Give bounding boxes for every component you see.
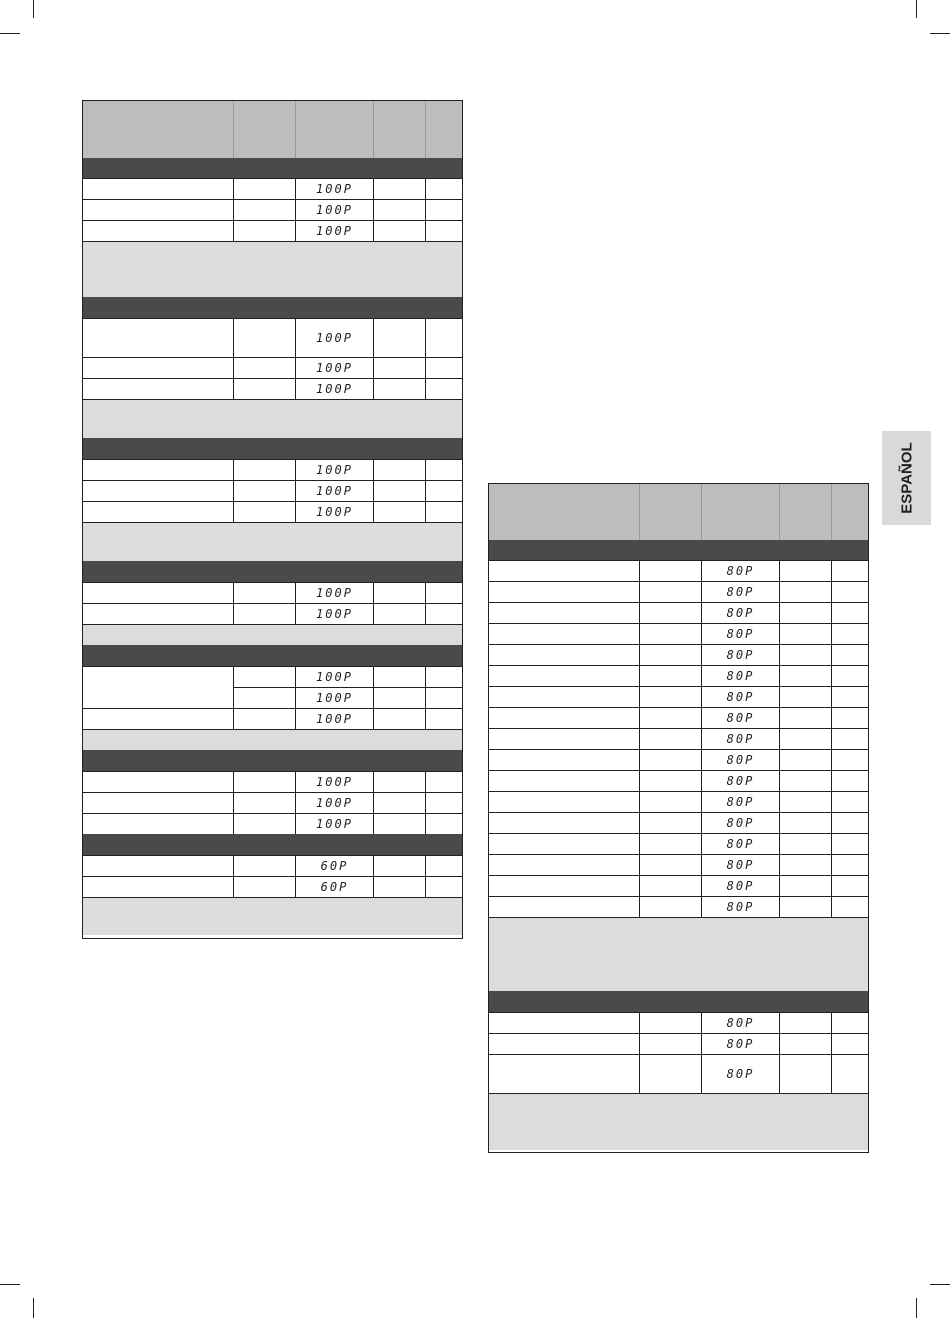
table-cell bbox=[489, 645, 639, 665]
table-cell bbox=[83, 101, 233, 158]
table-row-data bbox=[489, 728, 868, 749]
table-cell bbox=[489, 687, 639, 707]
table-cell bbox=[779, 876, 831, 896]
table-cell bbox=[373, 221, 425, 241]
table-cell bbox=[779, 561, 831, 581]
table-row-data bbox=[83, 480, 462, 501]
table-row-data bbox=[83, 318, 462, 357]
program-display-value: 80P bbox=[701, 645, 779, 665]
table-cell bbox=[639, 484, 701, 540]
program-display-value: 80P bbox=[701, 792, 779, 812]
table-row-data bbox=[489, 812, 868, 833]
table-cell bbox=[233, 856, 295, 876]
table-cell bbox=[425, 460, 461, 480]
table-cell bbox=[831, 708, 867, 728]
table-cell bbox=[489, 897, 639, 917]
table-cell bbox=[83, 793, 233, 813]
table-cell bbox=[831, 897, 867, 917]
table-row-data bbox=[83, 813, 462, 834]
program-display-value: 80P bbox=[701, 687, 779, 707]
table-cell bbox=[425, 604, 461, 624]
table-cell bbox=[639, 582, 701, 602]
table-cell bbox=[831, 834, 867, 854]
table-cell bbox=[639, 1055, 701, 1093]
table-cell bbox=[83, 179, 233, 199]
table-cell bbox=[425, 877, 461, 897]
table-row-data bbox=[83, 378, 462, 399]
program-display-value: 100P bbox=[295, 709, 373, 729]
table-cell bbox=[639, 750, 701, 770]
table-row-section bbox=[489, 540, 868, 560]
table-cell bbox=[639, 792, 701, 812]
program-display-value: 80P bbox=[701, 708, 779, 728]
table-row-note bbox=[83, 729, 462, 750]
table-cell bbox=[83, 877, 233, 897]
table-cell bbox=[83, 319, 233, 357]
table-cell bbox=[425, 319, 461, 357]
table-cell bbox=[779, 687, 831, 707]
table-cell bbox=[83, 358, 233, 378]
program-display-value: 100P bbox=[295, 460, 373, 480]
program-display-value: 100P bbox=[295, 793, 373, 813]
program-display-value: 100P bbox=[295, 358, 373, 378]
program-display-value: 80P bbox=[701, 603, 779, 623]
table-row-data bbox=[83, 220, 462, 241]
table-cell bbox=[83, 856, 233, 876]
table-row-data bbox=[489, 560, 868, 581]
table-row-header bbox=[83, 101, 462, 158]
table-cell bbox=[831, 561, 867, 581]
program-display-value: 80P bbox=[701, 582, 779, 602]
program-display-value: 80P bbox=[701, 897, 779, 917]
crop-mark bbox=[916, 0, 917, 18]
table-cell bbox=[831, 603, 867, 623]
table-cell bbox=[373, 481, 425, 501]
program-display-value: 100P bbox=[295, 502, 373, 522]
table-cell bbox=[373, 101, 425, 158]
table-row-note bbox=[83, 522, 462, 561]
table-cell bbox=[831, 645, 867, 665]
table-cell bbox=[779, 645, 831, 665]
table-cell bbox=[373, 502, 425, 522]
table-row-data bbox=[83, 199, 462, 220]
table-row-data bbox=[83, 792, 462, 813]
program-display-value: 60P bbox=[295, 877, 373, 897]
table-cell bbox=[639, 666, 701, 686]
table-cell bbox=[83, 772, 233, 792]
table-cell bbox=[295, 101, 373, 158]
program-table-right bbox=[488, 483, 869, 1153]
table-row-header bbox=[489, 484, 868, 540]
table-cell bbox=[233, 460, 295, 480]
table-cell bbox=[639, 813, 701, 833]
table-cell bbox=[373, 583, 425, 603]
table-cell bbox=[831, 729, 867, 749]
crop-mark bbox=[930, 1284, 950, 1285]
table-cell bbox=[831, 792, 867, 812]
table-cell bbox=[831, 582, 867, 602]
table-cell bbox=[831, 484, 867, 540]
table-cell bbox=[639, 855, 701, 875]
table-cell bbox=[779, 582, 831, 602]
program-display-value: 80P bbox=[701, 729, 779, 749]
table-row-section bbox=[83, 297, 462, 318]
table-cell bbox=[425, 179, 461, 199]
table-cell bbox=[425, 200, 461, 220]
program-display-value: 80P bbox=[701, 771, 779, 791]
program-display-value: 100P bbox=[295, 688, 373, 708]
table-cell bbox=[233, 221, 295, 241]
table-cell bbox=[425, 221, 461, 241]
table-cell bbox=[779, 771, 831, 791]
table-cell bbox=[373, 856, 425, 876]
table-cell bbox=[83, 814, 233, 834]
table-cell bbox=[233, 772, 295, 792]
program-display-value: 80P bbox=[701, 561, 779, 581]
table-cell bbox=[831, 1055, 867, 1093]
table-cell bbox=[373, 877, 425, 897]
program-display-value: 80P bbox=[701, 855, 779, 875]
table-cell bbox=[489, 1013, 639, 1033]
table-cell bbox=[779, 484, 831, 540]
table-row-data bbox=[489, 1012, 868, 1033]
table-cell bbox=[233, 379, 295, 399]
table-cell bbox=[639, 561, 701, 581]
table-cell bbox=[425, 772, 461, 792]
program-display-value: 80P bbox=[701, 1013, 779, 1033]
table-cell bbox=[831, 855, 867, 875]
table-cell bbox=[373, 319, 425, 357]
table-row-section bbox=[83, 750, 462, 771]
table-cell bbox=[779, 708, 831, 728]
table-cell bbox=[779, 624, 831, 644]
table-cell bbox=[489, 834, 639, 854]
crop-mark bbox=[930, 33, 950, 34]
table-cell bbox=[779, 1034, 831, 1054]
table-cell bbox=[233, 793, 295, 813]
table-row-section bbox=[83, 158, 462, 178]
table-cell bbox=[233, 502, 295, 522]
table-cell bbox=[639, 708, 701, 728]
table-cell bbox=[489, 561, 639, 581]
table-cell bbox=[373, 358, 425, 378]
program-display-value: 80P bbox=[701, 876, 779, 896]
table-cell bbox=[831, 687, 867, 707]
program-display-value: 60P bbox=[295, 856, 373, 876]
table-cell bbox=[373, 179, 425, 199]
table-cell bbox=[779, 603, 831, 623]
crop-mark bbox=[33, 0, 34, 18]
table-cell bbox=[425, 502, 461, 522]
table-cell bbox=[489, 792, 639, 812]
table-cell bbox=[425, 814, 461, 834]
table-row-data bbox=[83, 603, 462, 624]
table-cell bbox=[425, 709, 461, 729]
crop-mark bbox=[33, 1298, 34, 1318]
table-cell bbox=[83, 200, 233, 220]
table-cell bbox=[83, 460, 233, 480]
table-row-note bbox=[83, 399, 462, 438]
program-display-value: 100P bbox=[295, 319, 373, 357]
table-cell bbox=[425, 688, 461, 708]
program-display-value: 80P bbox=[701, 624, 779, 644]
table-cell bbox=[489, 603, 639, 623]
table-cell bbox=[83, 481, 233, 501]
program-display-value: 100P bbox=[295, 379, 373, 399]
program-display-value: 100P bbox=[295, 481, 373, 501]
table-cell bbox=[425, 101, 461, 158]
table-cell bbox=[639, 729, 701, 749]
table-cell bbox=[831, 750, 867, 770]
table-row-note bbox=[83, 241, 462, 297]
table-cell bbox=[83, 688, 233, 708]
table-row-data bbox=[83, 501, 462, 522]
table-cell bbox=[233, 667, 295, 687]
table-cell bbox=[639, 645, 701, 665]
table-row-data bbox=[489, 770, 868, 791]
table-cell bbox=[831, 1013, 867, 1033]
table-row-note bbox=[489, 917, 868, 991]
table-row-section bbox=[489, 991, 868, 1012]
table-cell bbox=[233, 709, 295, 729]
table-cell bbox=[233, 604, 295, 624]
table-cell bbox=[639, 876, 701, 896]
table-row-data bbox=[83, 708, 462, 729]
table-cell bbox=[373, 709, 425, 729]
program-display-value: 100P bbox=[295, 200, 373, 220]
table-row-data bbox=[489, 581, 868, 602]
program-display-value: 100P bbox=[295, 604, 373, 624]
table-row-data bbox=[83, 855, 462, 876]
table-row-note bbox=[83, 624, 462, 645]
table-cell bbox=[373, 379, 425, 399]
table-cell bbox=[233, 200, 295, 220]
table-cell bbox=[831, 624, 867, 644]
program-display-value: 80P bbox=[701, 834, 779, 854]
table-row-section bbox=[83, 438, 462, 459]
table-row-data bbox=[83, 666, 462, 687]
table-row-data bbox=[83, 876, 462, 897]
table-cell bbox=[639, 834, 701, 854]
table-row-data bbox=[83, 582, 462, 603]
program-display-value: 100P bbox=[295, 179, 373, 199]
table-cell bbox=[489, 876, 639, 896]
table-row-data bbox=[489, 1054, 868, 1093]
table-row-data bbox=[489, 749, 868, 770]
table-cell bbox=[83, 583, 233, 603]
table-cell bbox=[233, 481, 295, 501]
table-row-data bbox=[489, 602, 868, 623]
table-row-data bbox=[489, 686, 868, 707]
table-cell bbox=[83, 221, 233, 241]
table-cell bbox=[779, 1013, 831, 1033]
program-display-value: 80P bbox=[701, 666, 779, 686]
table-cell bbox=[425, 667, 461, 687]
program-display-value: 100P bbox=[295, 583, 373, 603]
table-row-section bbox=[83, 561, 462, 582]
table-cell bbox=[779, 666, 831, 686]
table-cell bbox=[373, 604, 425, 624]
table-cell bbox=[83, 709, 233, 729]
table-row-section bbox=[83, 645, 462, 666]
table-row-data bbox=[489, 665, 868, 686]
table-cell bbox=[83, 502, 233, 522]
crop-mark bbox=[916, 1298, 917, 1318]
table-cell bbox=[489, 666, 639, 686]
table-cell bbox=[233, 101, 295, 158]
table-cell bbox=[233, 814, 295, 834]
table-cell bbox=[425, 793, 461, 813]
table-cell bbox=[489, 750, 639, 770]
program-display-value: 100P bbox=[295, 667, 373, 687]
table-row-section bbox=[83, 834, 462, 855]
table-cell bbox=[489, 1055, 639, 1093]
table-cell bbox=[831, 876, 867, 896]
table-cell bbox=[779, 855, 831, 875]
program-display-value: 100P bbox=[295, 814, 373, 834]
table-row-data bbox=[83, 771, 462, 792]
table-cell bbox=[373, 460, 425, 480]
language-tab-label: ESPAÑOL bbox=[898, 442, 915, 514]
table-cell bbox=[639, 1013, 701, 1033]
table-cell bbox=[233, 688, 295, 708]
table-cell bbox=[489, 729, 639, 749]
table-cell bbox=[779, 1055, 831, 1093]
table-cell bbox=[489, 855, 639, 875]
program-display-value: 80P bbox=[701, 813, 779, 833]
table-cell bbox=[83, 604, 233, 624]
table-row-note bbox=[489, 1093, 868, 1150]
table-cell bbox=[779, 897, 831, 917]
table-cell bbox=[233, 358, 295, 378]
table-cell bbox=[83, 379, 233, 399]
table-cell bbox=[831, 666, 867, 686]
table-cell bbox=[233, 179, 295, 199]
table-row-data bbox=[83, 687, 462, 708]
table-cell bbox=[779, 792, 831, 812]
table-cell bbox=[779, 834, 831, 854]
crop-mark bbox=[0, 33, 20, 34]
table-row-data bbox=[489, 875, 868, 896]
table-cell bbox=[489, 582, 639, 602]
table-cell bbox=[489, 771, 639, 791]
table-cell bbox=[373, 688, 425, 708]
table-cell bbox=[233, 583, 295, 603]
table-cell bbox=[425, 358, 461, 378]
table-cell bbox=[83, 667, 233, 687]
program-display-value: 100P bbox=[295, 221, 373, 241]
table-cell bbox=[701, 484, 779, 540]
table-row-data bbox=[489, 854, 868, 875]
table-cell bbox=[489, 1034, 639, 1054]
table-cell bbox=[489, 624, 639, 644]
table-cell bbox=[373, 793, 425, 813]
table-cell bbox=[639, 687, 701, 707]
table-row-data bbox=[489, 1033, 868, 1054]
table-cell bbox=[425, 583, 461, 603]
table-cell bbox=[373, 814, 425, 834]
table-cell bbox=[425, 379, 461, 399]
table-cell bbox=[639, 897, 701, 917]
table-cell bbox=[831, 1034, 867, 1054]
table-cell bbox=[425, 481, 461, 501]
table-row-note bbox=[83, 897, 462, 935]
program-display-value: 80P bbox=[701, 1055, 779, 1093]
table-cell bbox=[489, 708, 639, 728]
table-cell bbox=[425, 856, 461, 876]
program-display-value: 80P bbox=[701, 1034, 779, 1054]
table-cell bbox=[831, 771, 867, 791]
table-cell bbox=[639, 1034, 701, 1054]
table-cell bbox=[373, 200, 425, 220]
table-cell bbox=[831, 813, 867, 833]
table-row-data bbox=[489, 707, 868, 728]
table-cell bbox=[779, 813, 831, 833]
table-cell bbox=[373, 667, 425, 687]
program-table-left bbox=[82, 100, 463, 939]
table-row-data bbox=[489, 644, 868, 665]
table-row-data bbox=[489, 896, 868, 917]
table-cell bbox=[233, 319, 295, 357]
program-display-value: 80P bbox=[701, 750, 779, 770]
crop-mark bbox=[0, 1284, 20, 1285]
table-row-data bbox=[489, 791, 868, 812]
table-row-data bbox=[83, 357, 462, 378]
language-tab bbox=[882, 431, 931, 525]
table-cell bbox=[779, 750, 831, 770]
program-display-value: 100P bbox=[295, 772, 373, 792]
table-row-data bbox=[489, 833, 868, 854]
table-cell bbox=[779, 729, 831, 749]
table-cell bbox=[489, 484, 639, 540]
table-cell bbox=[233, 877, 295, 897]
table-cell bbox=[489, 813, 639, 833]
table-cell bbox=[639, 603, 701, 623]
table-cell bbox=[639, 771, 701, 791]
table-cell bbox=[373, 772, 425, 792]
table-cell bbox=[639, 624, 701, 644]
table-row-data bbox=[489, 623, 868, 644]
table-row-data bbox=[83, 459, 462, 480]
table-row-data bbox=[83, 178, 462, 199]
